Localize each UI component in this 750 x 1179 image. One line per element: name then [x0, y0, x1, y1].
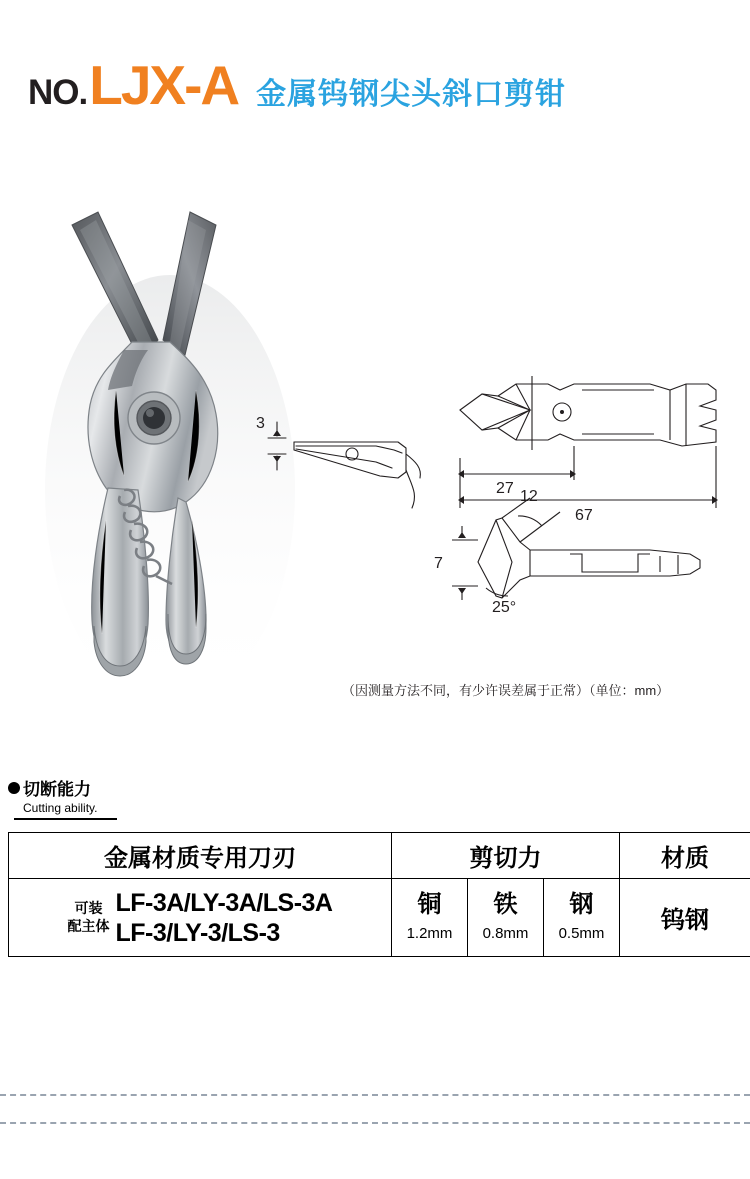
bullet-icon: [8, 782, 20, 794]
fit-label: 可装 配主体: [67, 900, 110, 934]
model-number: LJX-A: [89, 54, 239, 116]
header-blade: 金属材质专用刀刃: [9, 833, 392, 879]
cell-force-steel: 钢 0.5mm: [544, 879, 620, 957]
cell-material-value: 钨钢: [620, 879, 750, 957]
divider-dashed-bottom: [0, 1122, 750, 1124]
dim-blade-width: 12: [520, 488, 538, 505]
header-material: 材质: [620, 833, 750, 879]
technical-drawings: [230, 350, 740, 650]
cutting-ability-heading: [8, 775, 408, 815]
dim-handle-height: 7: [434, 555, 443, 572]
table-body-row: [9, 879, 750, 957]
divider-dashed-top: [0, 1094, 750, 1096]
model-list: LF-3A/LY-3A/LS-3A LF-3/LY-3/LS-3: [115, 888, 333, 947]
product-description: 金属钨钢尖头斜口剪钳: [256, 78, 567, 111]
dim-head-length: 27: [496, 480, 514, 497]
dim-angle: 25°: [492, 599, 517, 616]
heading-underline: [14, 818, 117, 820]
cutting-ability-title: 切断能力: [23, 780, 91, 799]
cell-force-copper: 铜 1.2mm: [392, 879, 468, 957]
model-prefix: NO.: [28, 73, 88, 112]
dim-tip-thickness: 3: [256, 415, 265, 432]
table-header-row: [9, 833, 750, 879]
spec-table: [8, 832, 750, 957]
dim-total-length: 67: [575, 507, 593, 524]
cutting-ability-subtitle: Cutting ability.: [23, 801, 98, 815]
cell-force-iron: 铁 0.8mm: [468, 879, 544, 957]
dimension-drawings: [230, 350, 740, 650]
page-header: [0, 54, 750, 138]
header-force: 剪切力: [392, 833, 620, 879]
cell-blade-models: [9, 879, 392, 957]
measurement-note: （因测量方法不同，有少许误差属于正常）（单位：mm）: [342, 683, 670, 698]
